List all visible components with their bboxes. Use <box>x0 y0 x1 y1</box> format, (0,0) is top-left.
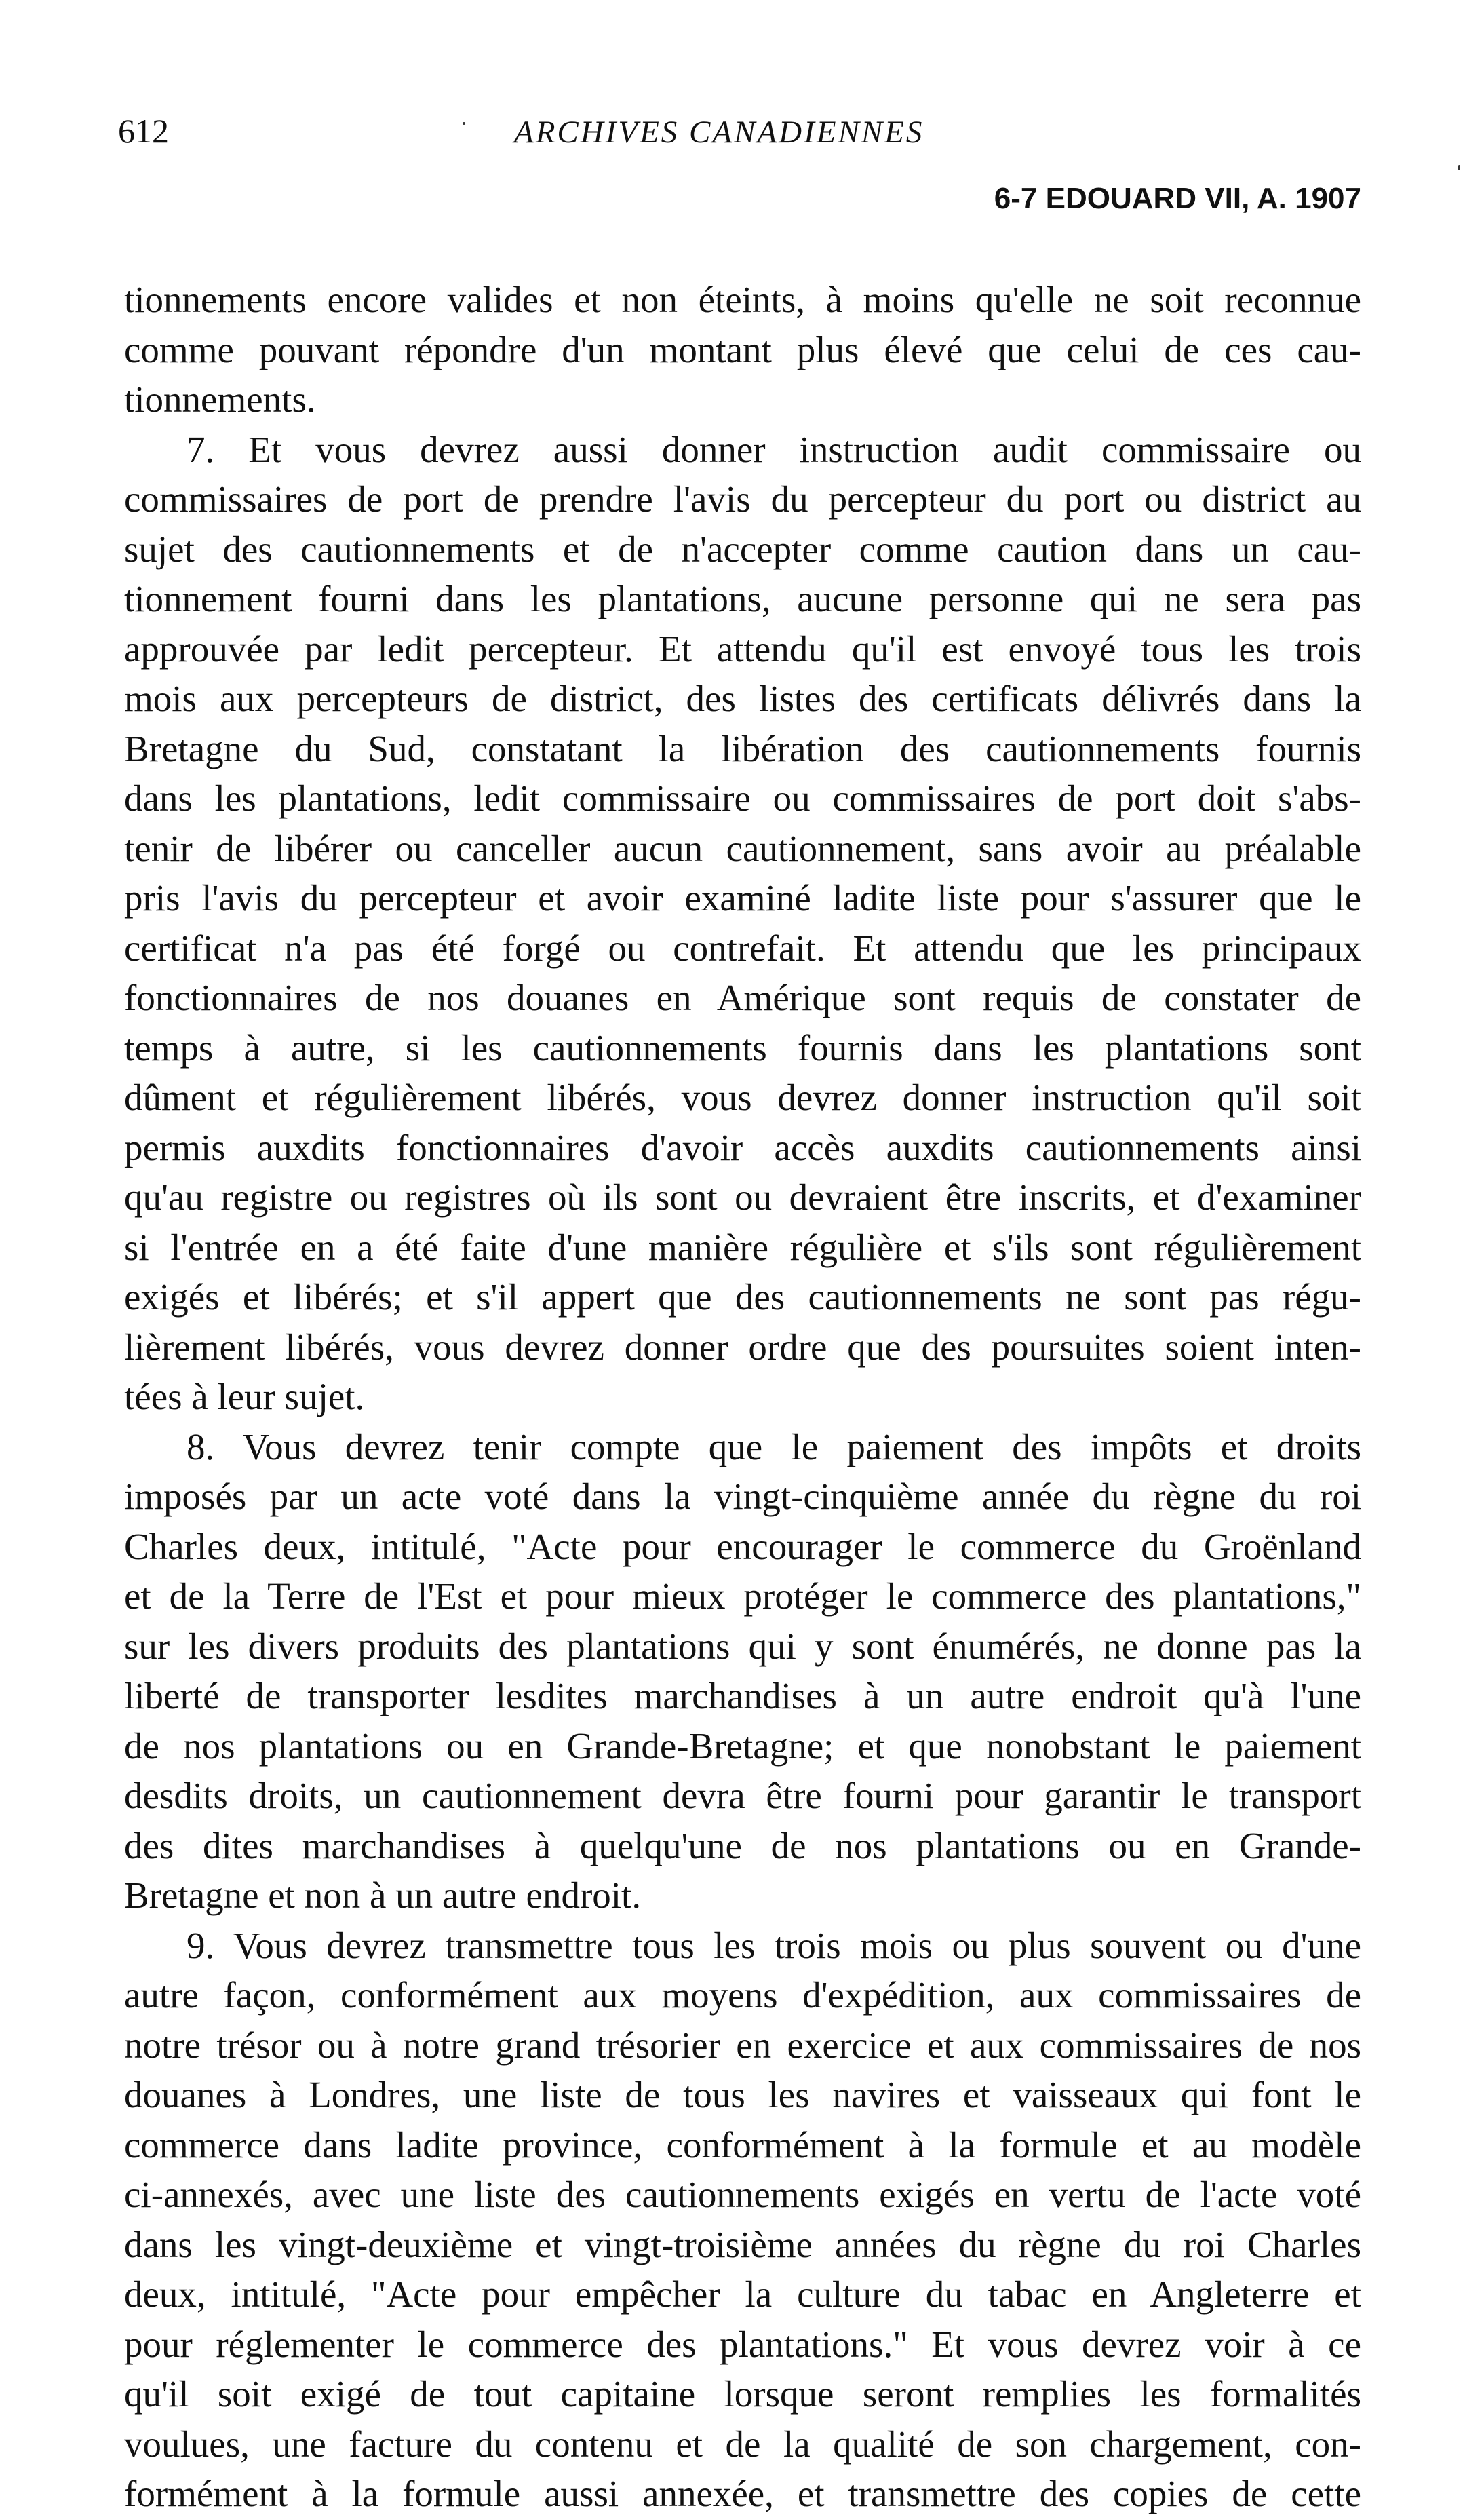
text-line: permis auxdits fonctionnaires d'avoir accès auxdits cautionnements ainsi <box>124 1126 1361 1168</box>
scan-speck <box>1458 165 1460 170</box>
text-line: pour réglementer le commerce des plantations." Et vous devrez voir à ce <box>124 2323 1361 2365</box>
text-line: douanes à Londres, une liste de tous les navires et vaisseaux qui font le <box>124 2074 1361 2115</box>
text-line: certificat n'a pas été forgé ou contrefait. Et attendu que les principaux <box>124 927 1361 969</box>
text-line: Bretagne et non à un autre endroit. <box>124 1874 642 1916</box>
text-line: Bretagne du Sud, constatant la libération des cautionnements fournis <box>124 727 1361 769</box>
text-line: commissaires de port de prendre l'avis du percepteur du port ou district au <box>124 478 1361 520</box>
body-text <box>124 275 1361 2519</box>
text-line: des dites marchandises à quelqu'une de nos plantations ou en Grande- <box>124 1824 1361 1866</box>
text-line: tées à leur sujet. <box>124 1376 365 1417</box>
paragraph-first-line: 9. Vous devrez transmettre tous les trois mois ou plus souvent ou d'une <box>187 1924 1361 1966</box>
text-line: temps à autre, si les cautionnements fournis dans les plantations sont <box>124 1026 1361 1069</box>
text-line: tionnement fourni dans les plantations, aucune personne qui ne sera pas <box>124 578 1361 619</box>
text-line: si l'entrée en a été faite d'une manière régulière et s'ils sont régulièrement <box>124 1226 1361 1268</box>
session-reference: 6-7 EDOUARD VII, A. 1907 <box>994 182 1361 215</box>
text-line: tionnements. <box>124 379 316 420</box>
text-line: notre trésor ou à notre grand trésorier en exercice et aux commissaires de nos <box>124 2024 1361 2066</box>
text-line: approuvée par ledit percepteur. Et attendu qu'il est envoyé tous les trois <box>124 628 1361 670</box>
text-line: comme pouvant répondre d'un montant plus élevé que celui de ces cau- <box>124 328 1361 370</box>
text-line: commerce dans ladite province, conformément à la formule et au modèle <box>124 2123 1361 2166</box>
text-line: qu'il soit exigé de tout capitaine lorsque seront remplies les formalités <box>124 2373 1361 2415</box>
text-line: fonctionnaires de nos douanes en Amérique sont requis de constater de <box>124 977 1361 1018</box>
text-line: Charles deux, intitulé, "Acte pour encourager le commerce du Groënland <box>124 1525 1361 1567</box>
text-line: pris l'avis du percepteur et avoir examiné ladite liste pour s'assurer que le <box>124 877 1361 919</box>
text-line: deux, intitulé, "Acte pour empêcher la culture du tabac en Angleterre et <box>124 2273 1361 2315</box>
paragraph-7 <box>124 425 1361 1422</box>
paragraph-first-line: 7. Et vous devrez aussi donner instruction audit commissaire ou <box>187 428 1361 470</box>
text-line: qu'au registre ou registres où ils sont ou devraient être inscrits, et d'examiner <box>124 1176 1361 1218</box>
text-line: imposés par un acte voté dans la vingt-cinquième année du règne du roi <box>124 1476 1361 1517</box>
text-line: ci-annexés, avec une liste des cautionnements exigés en vertu de l'acte voté <box>124 2174 1361 2215</box>
text-line: sujet des cautionnements et de n'accepter comme caution dans un cau- <box>124 528 1361 570</box>
text-line: exigés et libérés; et s'il appert que des cautionnements ne sont pas régu- <box>124 1276 1361 1318</box>
text-line: tenir de libérer ou canceller aucun cautionnement, sans avoir au préalable <box>124 827 1361 869</box>
paragraph-8 <box>124 1422 1361 1921</box>
text-line: de nos plantations ou en Grande-Bretagne; et que nonobstant le paiement <box>124 1725 1361 1767</box>
page-number: 612 <box>118 112 169 150</box>
text-line: tionnements encore valides et non éteints, à moins qu'elle ne soit reconnue <box>124 279 1361 320</box>
text-line: lièrement libérés, vous devrez donner ordre que des poursuites soient inten- <box>124 1326 1361 1368</box>
text-line: mois aux percepteurs de district, des listes des certificats délivrés dans la <box>124 678 1361 719</box>
scan-speck <box>463 122 465 125</box>
text-line: desdits droits, un cautionnement devra être fourni pour garantir le transport <box>124 1775 1361 1816</box>
text-line: formément à la formule aussi annexée, et transmettre des copies de cette <box>124 2473 1361 2514</box>
running-title: ARCHIVES CANADIENNES <box>514 115 924 150</box>
text-line: dûment et régulièrement libérés, vous devrez donner instruction qu'il soit <box>124 1077 1361 1118</box>
text-line: autre façon, conformément aux moyens d'expédition, aux commissaires de <box>124 1974 1361 2016</box>
text-line: dans les vingt-deuxième et vingt-troisième années du règne du roi Charles <box>124 2223 1361 2265</box>
text-line: voulues, une facture du contenu et de la qualité de son chargement, con- <box>124 2423 1361 2465</box>
paragraph-continuation <box>124 275 1361 425</box>
paragraph-first-line: 8. Vous devrez tenir compte que le paiement des impôts et droits <box>187 1425 1361 1467</box>
text-line: liberté de transporter lesdites marchandises à un autre endroit qu'à l'une <box>124 1675 1361 1716</box>
text-line: dans les plantations, ledit commissaire ou commissaires de port doit s'abs- <box>124 777 1361 819</box>
text-line: et de la Terre de l'Est et pour mieux protéger le commerce des plantations," <box>124 1575 1361 1617</box>
paragraph-9 <box>124 1921 1361 2519</box>
text-line: sur les divers produits des plantations qui y sont énumérés, ne donne pas la <box>124 1625 1361 1667</box>
